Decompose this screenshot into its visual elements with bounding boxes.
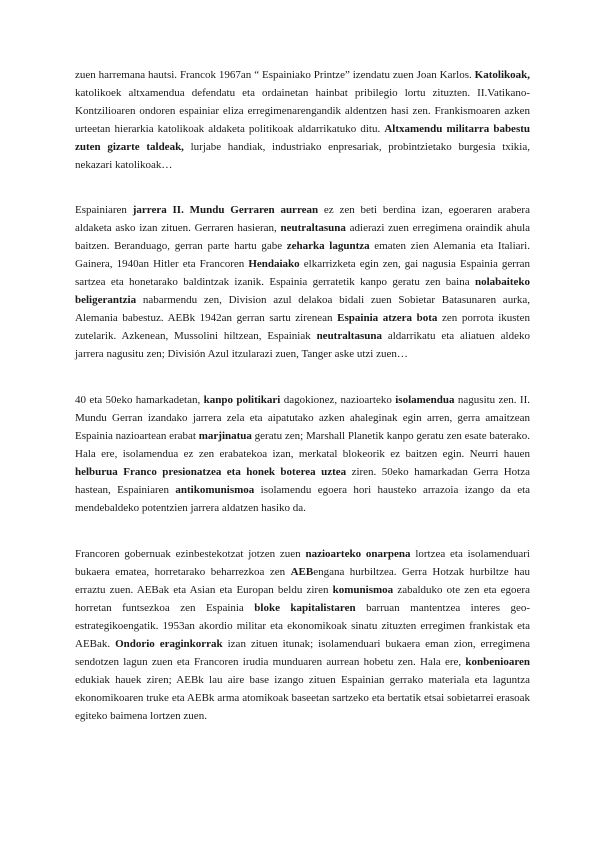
text-run: nabarmendu zen, Division azul delakoa bidali zuen Sobietar Batasunaren aurka, Alemania babestuz. AEBk 1942an gerran sartu zirenean (75, 294, 530, 324)
text-run: katolikoek altxamendua defendatu eta ordainetan hainbat pribilegio lortu zituzten. II.Vatikano-Kontzilioaren ondoren espainiar eliza erregimenarengandik aldentzen hasi zen. Frankismoaren azken urteetan hierarkia katolikoak aldaketa politikoak aldarrikatuko ditu. (75, 87, 530, 135)
text-run: edukiak hauek ziren; AEBk lau aire base izango zituen Espainian gerrako materiala eta laguntza ekonomikoaren truke eta AEBk arma atomikoak baseetan sartzeko eta bertatik etsai sobietarrei erasoak egiteko baimena lortzen zuen. (75, 674, 530, 722)
bold-term: neutraltasuna (316, 330, 382, 342)
bold-term: jarrera II. Mundu Gerraren aurrean (132, 204, 319, 216)
paragraph-catholics-and-supporters (75, 66, 530, 174)
text-run: zuen harremana hautsi. Francok 1967an “ Espainiako Printze” izendatu zuen Joan Karlos. (75, 69, 475, 81)
bold-term: kanpo politikari (203, 394, 281, 406)
paragraph-ww2-stance (75, 201, 530, 363)
text-run: barruan mantentzea interes geo-estrategikoengatik. 1953an akordio militar eta ekonomikoak sinatu zituzten erregimen frankistak eta AEBak. (75, 602, 531, 650)
text-run: geratu zen; Marshall Planetik kanpo geratu zen esate baterako. Hala ere, isolamendua ez zen erabatekoa izan, merkatal blokeorik ez baitzen egin. Neurri hauen (75, 430, 530, 460)
text-run: 40 eta 50eko hamarkadetan, (75, 394, 204, 406)
text-run: zabalduko ote zen eta egoera horretan funtsezkoa zen Espainia (75, 584, 530, 614)
bold-term: Espainia atzera bota (337, 312, 438, 324)
bold-term: Altxamendu militarra babestu zuten gizarte taldeak, (75, 123, 531, 153)
bold-term: zeharka laguntza (286, 240, 370, 252)
bold-term: marjinatua (198, 430, 252, 442)
text-run: Francoren gobernuak ezinbestekotzat jotzen zuen (75, 548, 306, 560)
bold-term: komunismoa (332, 584, 394, 596)
text-run: zen porrota ikusten zutelarik. Azkenean, Mussolini hiltzean, Espainiak (75, 312, 530, 342)
bold-term: antikomunismoa (175, 484, 255, 496)
text-run: elkarrizketa egin zen, gai nagusia Espainia gerran sartzea eta honetarako baldintzak izanik. Espainia gerratetik kanpo geratu zen baina (75, 258, 530, 288)
text-run: ziren. 50eko hamarkadan Gerra Hotza hastean, Espainiaren (75, 466, 530, 496)
paragraph-us-agreements (75, 545, 530, 725)
text-run: nagusitu zen. II. Mundu Gerran izandako jarrera zela eta aipatutako azken ahaleginak egin arren, gerra amaitzean Espainia nazioartean erabat (75, 394, 531, 442)
bold-term: neutraltasuna (280, 222, 346, 234)
text-run: dagokionez, nazioarteko (280, 394, 396, 406)
text-run: ematen zien Alemania eta Italiari. Gainera, 1940an Hitler eta Francoren (75, 240, 530, 270)
bold-term: bloke kapitalistaren (254, 602, 356, 614)
bold-term: nazioarteko onarpena (305, 548, 411, 560)
text-run: isolamendu egoera hori hausteko arrazoia izango da eta mendebaldeko potentzien jarrera aldatzen hasiko da. (75, 484, 531, 514)
text-run: ez zen beti berdina izan, egoeraren arabera aldaketa asko izan zituen. Gerraren hasieran, (75, 204, 530, 234)
text-run: engana hurbiltzea. Gerra Hotzak hurbiltze hau erraztu zuen. AEBak eta Asian eta Europan beldu ziren (75, 566, 530, 596)
bold-term: nolabaiteko beligerantzia (75, 276, 530, 306)
text-run: aldarrikatu eta aliatuen aldeko jarrera nagusitu zen; División Azul itzularazi zuen, Tanger aske utzi zuen… (75, 330, 530, 360)
text-run: Espainiaren (75, 204, 133, 216)
text-run: lurjabe handiak, industriako enpresariak, probintzietako burgesia txikia, nekazari katolikoak… (75, 141, 530, 171)
paragraph-isolation (75, 391, 530, 517)
bold-term: isolamendua (395, 394, 455, 406)
bold-term: helburua Franco presionatzea eta honek boterea uztea (75, 466, 347, 478)
bold-term: AEB (290, 566, 314, 578)
bold-term: konbenioaren (465, 656, 530, 668)
text-run: adierazi zuen erregimena oraindik ahula baitzen. Beranduago, gerran parte hartu gabe (75, 222, 531, 252)
bold-term: Ondorio eraginkorrak (115, 638, 223, 650)
text-run: izan zituen itunak; isolamenduari bukaera eman zion, erregimena sendotzen lagun zuen eta Francoren irudia munduaren aurrean hobetu zen. Hala ere, (75, 638, 531, 668)
bold-term: Katolikoak, (474, 69, 530, 81)
bold-term: Hendaiako (248, 258, 300, 270)
text-run: lortzea eta isolamenduari bukaera ematea, horretarako beharrezkoa zen (75, 548, 530, 578)
